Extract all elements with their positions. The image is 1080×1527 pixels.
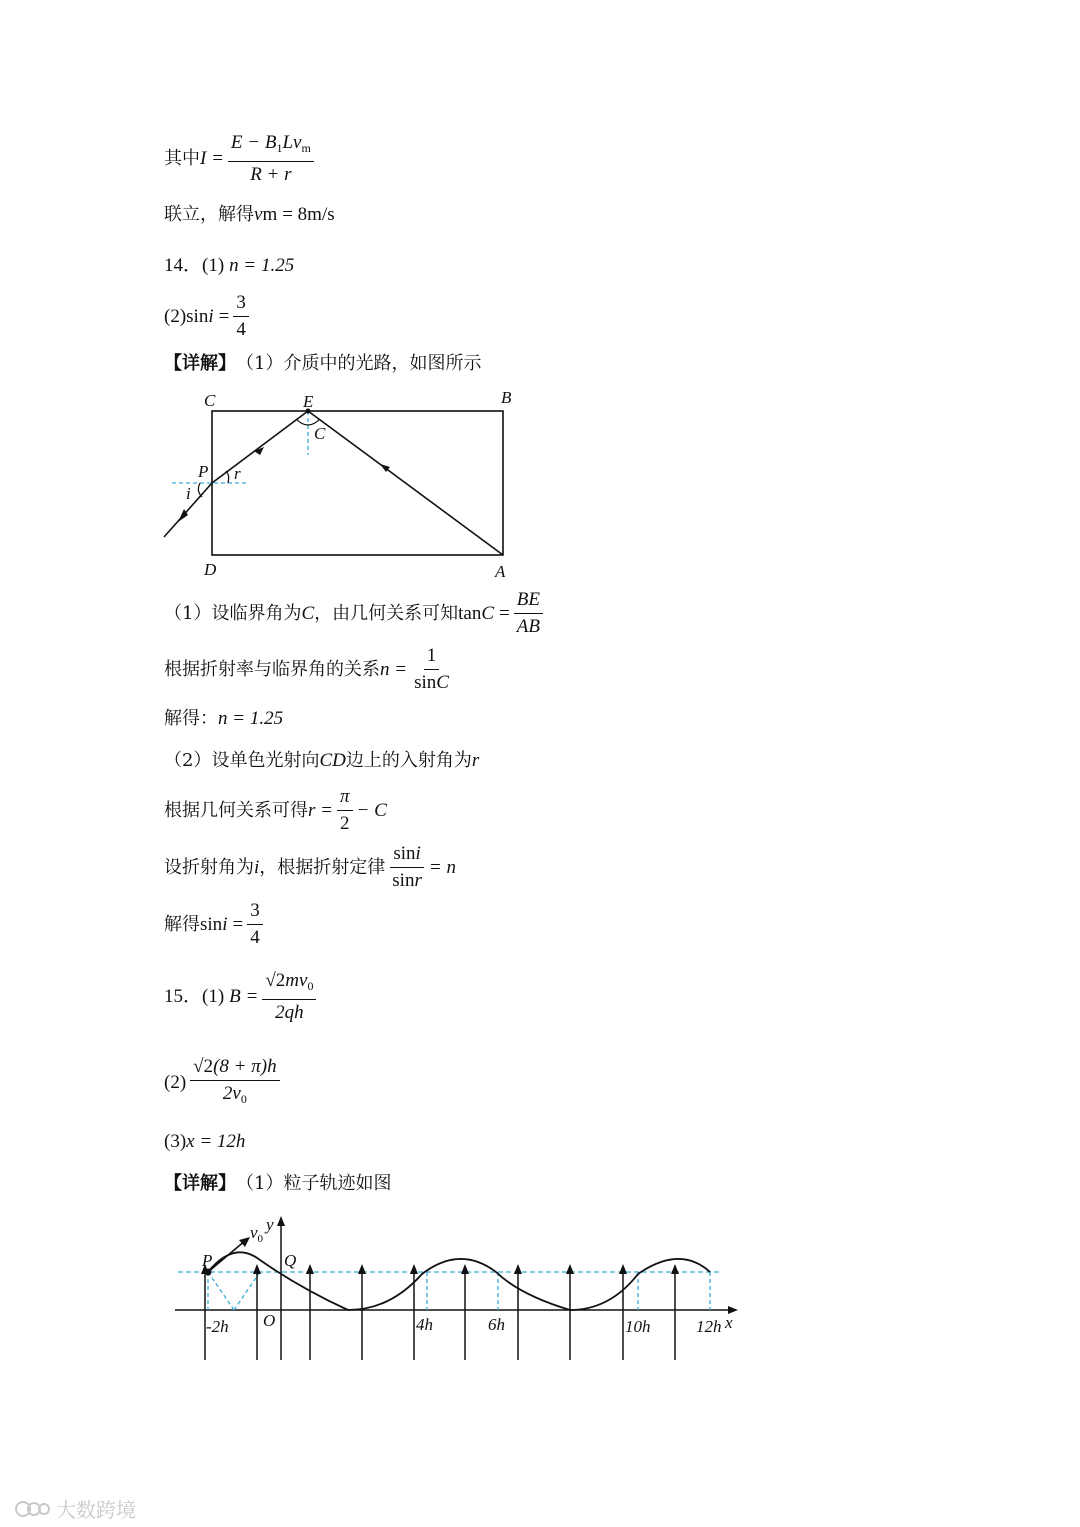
step-incidence: （2）设单色光射向 CD 边上的入射角为 r	[164, 750, 480, 771]
label-y: y	[266, 1215, 274, 1234]
q15-answer-1: 15． (1) B = $\frac{√2mv_0}{2qh}$	[164, 970, 320, 1024]
label-6h: 6h	[488, 1315, 505, 1334]
q14-detail-heading: 【详解】 （1）介质中的光路，如图所示	[164, 353, 482, 374]
label-v0: $v_0$	[250, 1223, 264, 1245]
q14-answer-2: (2) sin i = $\frac{3}{4}$	[164, 292, 253, 341]
label-D: D	[204, 560, 217, 579]
step-snell: 设折射角为 i ，根据折射定律 $\frac{\sin i}{\sin r}$ = n	[164, 843, 456, 891]
q15-answer-3: (3) x = 12h	[164, 1131, 246, 1152]
label-E: E	[303, 392, 314, 411]
label-B: B	[501, 388, 512, 407]
label-angle-C: C	[314, 424, 326, 443]
step-critical-angle: （1）设临界角为 C ，由几何关系可知 tan C = $\frac{BE}{AB}$	[164, 589, 547, 638]
label-Q: Q	[284, 1251, 297, 1270]
fraction-current: $\frac{E - B_1Lv_m}{R + r}$	[228, 132, 314, 186]
label-P: P	[202, 1251, 213, 1270]
label-x: x	[725, 1313, 733, 1332]
label-O: O	[263, 1311, 276, 1330]
step-geometry-r: 根据几何关系可得 r = $\frac{\pi}{2}$ − C	[164, 786, 387, 834]
label-minus-2h: -2h	[206, 1317, 229, 1336]
label-10h: 10h	[625, 1317, 651, 1336]
text-prefix: 其中	[164, 148, 200, 169]
q15-detail-heading: 【详解】 （1）粒子轨迹如图	[164, 1173, 392, 1194]
q14-answer-1: 14． (1) n = 1.25	[164, 255, 295, 276]
step-result-sini: 解得 sin i = $\frac{3}{4}$	[164, 900, 267, 949]
q15-answer-2: (2) $\frac{√2(8 + \pi)h}{2v_0}$	[164, 1056, 284, 1110]
label-4h: 4h	[416, 1315, 433, 1334]
particle-trajectory-diagram	[160, 1210, 760, 1370]
label-i: i	[186, 484, 191, 503]
line-solve-vm: 联立，解得 v m = 8m/s	[164, 204, 335, 225]
light-path-diagram	[150, 385, 530, 585]
label-12h: 12h	[696, 1317, 722, 1336]
label-r: r	[234, 464, 241, 483]
label-P: P	[198, 462, 209, 481]
brand-logo-icon	[14, 1498, 50, 1520]
watermark: 大数跨境	[14, 1494, 136, 1523]
step-index-relation: 根据折射率与临界角的关系 n = $\frac{1}{\sin C}$	[164, 645, 449, 693]
step-result-n: 解得： n = 1.25	[164, 708, 284, 729]
line-current-formula: 其中 I = $\frac{E - B_1Lv_m}{R + r}$	[164, 132, 318, 186]
label-A: A	[495, 562, 506, 581]
label-C: C	[204, 391, 216, 410]
